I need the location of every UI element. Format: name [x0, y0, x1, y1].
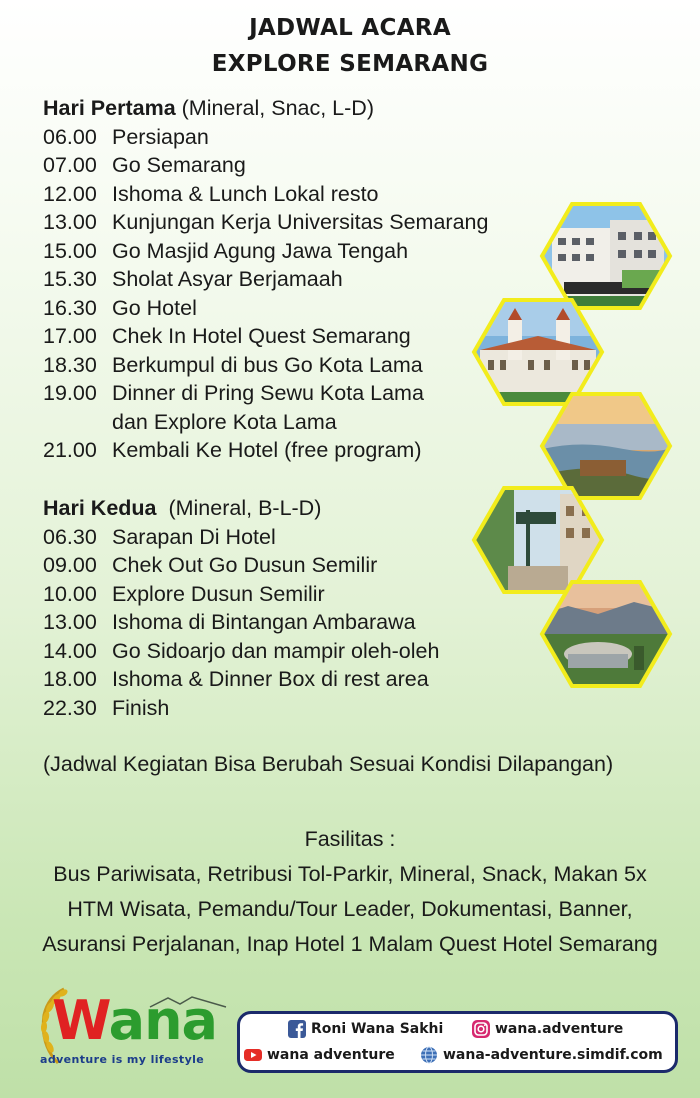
time: 13.00 [43, 610, 97, 634]
day1-info: (Mineral, Snac, L-D) [175, 96, 374, 120]
list-item [43, 436, 488, 465]
event: Explore Dusun Semilir [112, 581, 325, 606]
website-url: wana-adventure.simdif.com [443, 1047, 663, 1063]
facebook-icon [288, 1020, 306, 1038]
facilities-line: Bus Pariwisata, Retribusi Tol-Parkir, Mineral, Snack, Makan 5x [53, 862, 647, 886]
list-item [43, 294, 488, 323]
facebook-name: Roni Wana Sakhi [311, 1021, 444, 1037]
day1-label: Hari Pertama [43, 96, 176, 120]
event: Chek Out Go Dusun Semilir [112, 553, 378, 577]
event: Kembali Ke Hotel (free program) [112, 438, 422, 462]
list-item [43, 694, 439, 723]
facilities-line: Asuransi Perjalanan, Inap Hotel 1 Malam Quest Hotel Semarang [42, 932, 658, 956]
instagram-handle: wana.adventure [495, 1021, 624, 1037]
list-item [43, 523, 439, 552]
event: Ishoma & Dinner Box di rest area [112, 667, 429, 691]
list-item [43, 151, 488, 180]
list-item [43, 180, 488, 209]
logo-letters-rest: ana [108, 989, 217, 1052]
list-item [43, 208, 488, 237]
time: 13.00 [43, 210, 97, 234]
schedule-note: (Jadwal Kegiatan Bisa Berubah Sesuai Kondisi Dilapangan) [43, 752, 614, 776]
facilities-heading: Fasilitas : [304, 827, 396, 851]
event: Berkumpul di bus Go Kota Lama [112, 352, 423, 377]
time: 19.00 [43, 381, 97, 405]
list-item [43, 237, 488, 266]
event: Sarapan Di Hotel [112, 524, 276, 549]
day2-heading [43, 494, 439, 523]
title-line-1: JADWAL ACARA [249, 15, 451, 41]
day2-info: (Mineral, B-L-D) [156, 496, 322, 520]
time: 15.00 [43, 238, 97, 263]
list-item [43, 351, 488, 380]
time: 14.00 [43, 638, 97, 663]
event: Chek In Hotel Quest Semarang [112, 324, 411, 348]
event: Sholat Asyar Berjamaah [112, 267, 343, 291]
time: 16.30 [43, 295, 97, 320]
list-item [43, 123, 488, 152]
list-item [43, 265, 488, 294]
youtube-icon [244, 1046, 262, 1064]
time: 22.30 [43, 695, 97, 720]
event: Ishoma & Lunch Lokal resto [112, 181, 379, 206]
time: 17.00 [43, 324, 97, 348]
event: Persiapan [112, 124, 209, 149]
list-item [43, 580, 439, 609]
list-item [43, 665, 439, 694]
time: 12.00 [43, 181, 97, 206]
event-continuation: dan Explore Kota Lama [112, 409, 337, 434]
time: 06.00 [43, 124, 97, 149]
day2-label: Hari Kedua [43, 496, 157, 520]
time: 07.00 [43, 153, 97, 177]
time: 18.30 [43, 352, 97, 377]
website-contact[interactable] [420, 1046, 663, 1064]
time: 21.00 [43, 438, 97, 462]
logo-letter-w: W [52, 989, 109, 1052]
day2-schedule [43, 494, 439, 722]
title-line-2: EXPLORE SEMARANG [211, 51, 489, 77]
time: 09.00 [43, 553, 97, 577]
facilities [0, 822, 700, 962]
time: 18.00 [43, 667, 97, 691]
list-item [43, 322, 488, 351]
event: Go Masjid Agung Jawa Tengah [112, 238, 409, 263]
event: Dinner di Pring Sewu Kota Lama [112, 381, 424, 405]
logo-wordmark [52, 991, 217, 1051]
event: Go Sidoarjo dan mampir oleh-oleh [112, 638, 440, 663]
list-item [43, 637, 439, 666]
event: Kunjungan Kerja Universitas Semarang [112, 210, 489, 234]
youtube-channel: wana adventure [267, 1047, 395, 1063]
event: Ishoma di Bintangan Ambarawa [112, 610, 416, 634]
facebook-contact[interactable] [288, 1020, 443, 1038]
event: Go Semarang [112, 153, 246, 177]
time: 15.30 [43, 267, 97, 291]
time: 10.00 [43, 581, 97, 606]
instagram-icon [472, 1020, 490, 1038]
event: Go Hotel [112, 295, 197, 320]
time: 06.30 [43, 524, 97, 549]
event: Finish [112, 695, 170, 720]
list-item [43, 379, 488, 408]
list-item [43, 608, 439, 637]
logo-tagline: adventure is my lifestyle [40, 1053, 205, 1066]
instagram-contact[interactable] [472, 1020, 623, 1038]
globe-icon [420, 1046, 438, 1064]
wana-logo [30, 985, 230, 1075]
day1-schedule [43, 94, 488, 465]
dusun-semilir-photo-hex [538, 578, 674, 690]
facilities-line: HTM Wisata, Pemandu/Tour Leader, Dokumentasi, Banner, [67, 897, 633, 921]
day1-heading [43, 94, 488, 123]
list-item [43, 551, 439, 580]
youtube-contact[interactable] [244, 1046, 395, 1064]
contact-box [237, 1011, 678, 1073]
